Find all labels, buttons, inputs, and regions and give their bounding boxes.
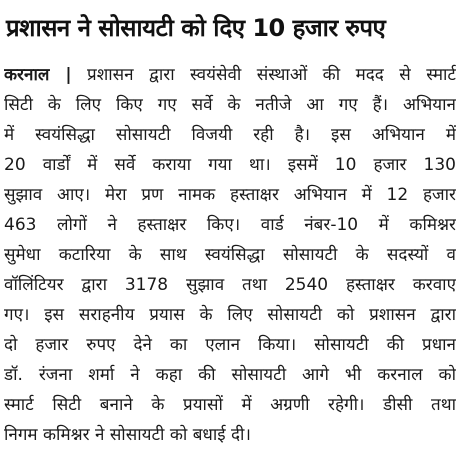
article-line: में स्वयंसिद्धा सोसायटी विजयी रही है। इस अभियान में bbox=[4, 125, 456, 145]
article-line: दो हजार रुपए देने का एलान किया। सोसायटी की प्रधान bbox=[4, 335, 456, 355]
article-line: 463 लोगों ने हस्ताक्षर किए। वार्ड नंबर-10 में कमिश्नर bbox=[4, 215, 456, 235]
headline: प्रशासन ने सोसायटी को दिए 10 हजार रुपए bbox=[6, 14, 386, 42]
article-line: स्मार्ट सिटी बनाने के प्रयासों में अग्रणी रहेगी। डीसी तथा bbox=[4, 395, 456, 415]
article-line: निगम कमिश्नर ने सोसायटी को बधाई दी। bbox=[4, 425, 251, 445]
article-line: डॉ. रंजना शर्मा ने कहा की सोसायटी आगे भी करनाल को bbox=[4, 365, 456, 385]
article-body bbox=[4, 60, 456, 450]
article-line: सिटी के लिए किए गए सर्वे के नतीजे आ गए हैं। अभियान bbox=[4, 95, 456, 115]
article-line: सुमेधा कटारिया के साथ स्वयंसिद्धा सोसायटी के सदस्यों व bbox=[4, 245, 456, 265]
article-line bbox=[4, 60, 456, 90]
article-line: वॉलिंटियर द्वारा 3178 सुझाव तथा 2540 हस्ताक्षर करवाए bbox=[4, 275, 456, 295]
article-line: 20 वार्डों में सर्वे कराया गया था। इसमें 10 हजार 130 bbox=[4, 155, 456, 175]
article-line: सुझाव आए। मेरा प्रण नामक हस्ताक्षर अभियान में 12 हजार bbox=[4, 185, 456, 205]
article-line-text: प्रशासन द्वारा स्वयंसेवी संस्थाओं की मदद से स्मार्ट bbox=[87, 65, 456, 85]
article-line: गए। इस सराहनीय प्रयास के लिए सोसायटी को प्रशासन द्वारा bbox=[4, 305, 456, 325]
dateline: करनाल | bbox=[4, 65, 72, 85]
